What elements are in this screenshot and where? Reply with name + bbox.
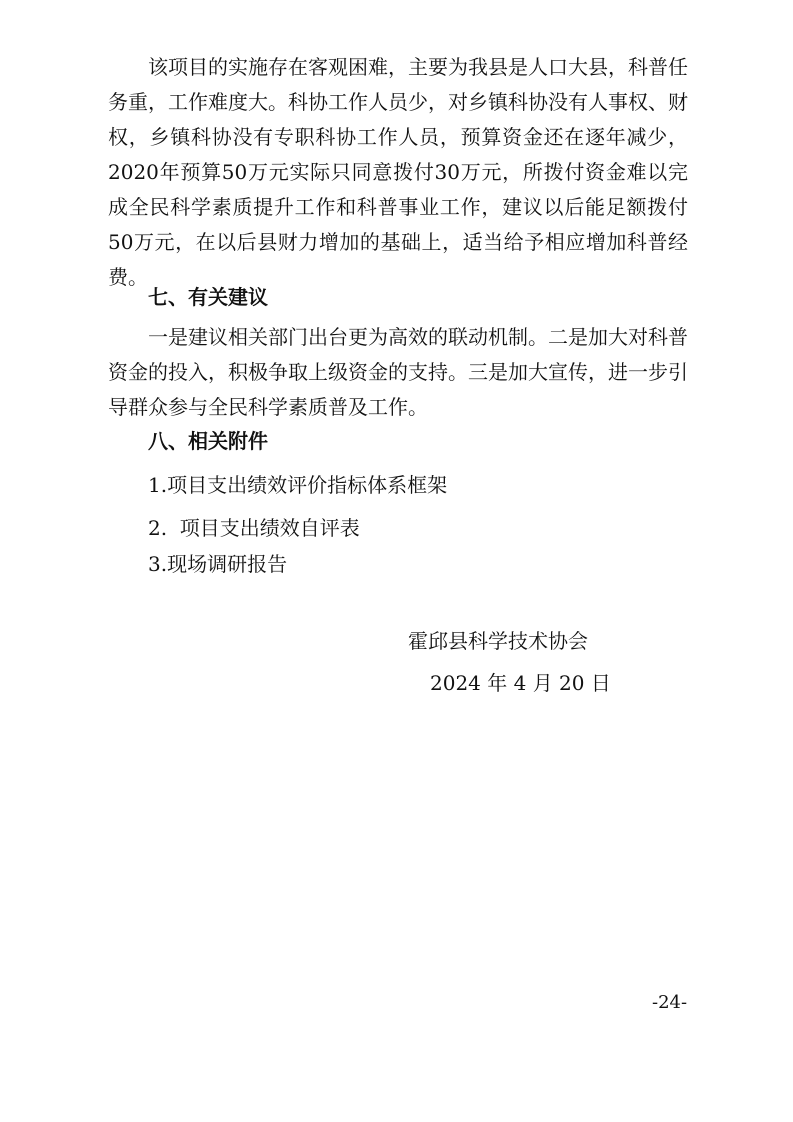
signature-date: 2024 年 4 月 20 日	[430, 671, 611, 695]
page-number: -24-	[652, 992, 688, 1013]
attachment-item-2: 2. 项目支出绩效自评表	[148, 516, 360, 540]
body-paragraph-difficulties: 该项目的实施存在客观困难，主要为我县是人口大县，科普任务重，工作难度大。科协工作人员少，对乡镇科协没有人事权、财权，乡镇科协没有专职科协工作人员，预算资金还在逐年减少，2020年预算50万元实际只同意拨付30万元，所拨付资金难以完成全民科学素质提升工作和科普事业工作，建议以后能足额拨付50万元，在以后县财力增加的基础上，适当给予相应增加科普经费。	[108, 55, 688, 289]
section-heading-recommendations: 七、有关建议	[148, 285, 268, 309]
section-heading-attachments: 八、相关附件	[148, 429, 268, 453]
signature-organization: 霍邱县科学技术协会	[408, 629, 588, 653]
body-paragraph-recommendations: 一是建议相关部门出台更为高效的联动机制。二是加大对科普资金的投入，积极争取上级资金的支持。三是加大宣传，进一步引导群众参与全民科学素质普及工作。	[108, 325, 688, 419]
attachment-item-3: 3.现场调研报告	[148, 552, 288, 576]
attachment-item-1: 1.项目支出绩效评价指标体系框架	[148, 473, 448, 497]
